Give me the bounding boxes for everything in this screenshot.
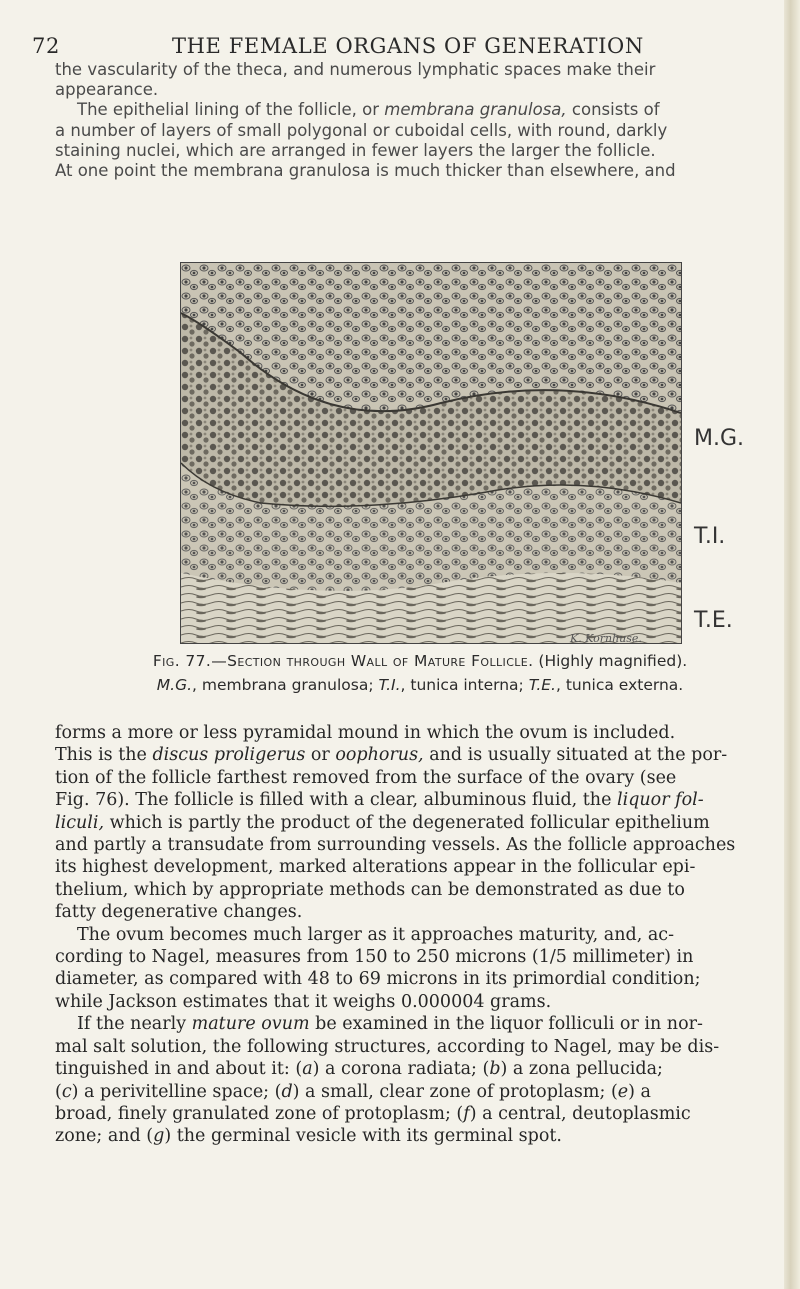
text-line: tinguished in and about it: (a) a corona radiata; (b) a zona pellucida;	[55, 1059, 663, 1080]
text-line: If the nearly mature ovum be examined in the liquor folliculi or in nor-	[77, 1014, 703, 1035]
caption-line-2: M.G., membrana granulosa; T.I., tunica interna; T.E., tunica externa.	[156, 676, 684, 694]
label-mg: M.G.	[694, 426, 745, 451]
term-liquor-folliculi: liquor fol-	[617, 790, 704, 811]
follicle-section-illustration	[181, 263, 681, 643]
caption-title: —Section through Wall of Mature Follicle.	[211, 652, 534, 670]
page-edge	[784, 0, 800, 1289]
text-line: Fig. 76). The follicle is filled with a clear, albuminous fluid, the liquor fol-	[55, 790, 704, 811]
term-discus-proligerus: discus proligerus	[152, 745, 306, 766]
text-line: At one point the membrana granulosa is much thicker than elsewhere, and	[55, 161, 676, 181]
histology-figure	[180, 262, 682, 644]
text-line: the vascularity of the theca, and numerous lymphatic spaces make their	[55, 60, 656, 79]
top-paragraph	[55, 60, 741, 181]
text-line: forms a more or less pyramidal mound in which the ovum is included.	[55, 723, 676, 743]
term-oophorus: oophorus,	[335, 745, 424, 766]
label-te: T.E.	[694, 608, 733, 633]
page-number: 72	[32, 34, 60, 58]
text-line: diameter, as compared with 48 to 69 microns in its primordial condition;	[55, 969, 701, 990]
figure-number: Fig. 77.	[152, 652, 212, 670]
text-line: staining nuclei, which are arranged in fewer layers the larger the follicle.	[55, 140, 656, 160]
figure-caption	[90, 652, 750, 694]
artist-signature: K. Kornhuse.	[570, 632, 642, 645]
chapter-title: THE FEMALE ORGANS OF GENERATION	[172, 34, 644, 58]
text-line: fatty degenerative changes.	[55, 902, 303, 923]
text-line: This is the discus proligerus or oophorus, and is usually situated at the por-	[55, 745, 728, 766]
text-line: and partly a transudate from surrounding vessels. As the follicle approaches	[55, 835, 736, 856]
text-line: The ovum becomes much larger as it approaches maturity, and, ac-	[77, 924, 674, 945]
body-paragraphs	[55, 722, 741, 1148]
caption-note: (Highly magnified).	[533, 652, 688, 670]
text-line: appearance.	[55, 80, 159, 100]
text-line: broad, finely granulated zone of protoplasm; (f) a central, deutoplasmic	[55, 1103, 691, 1124]
text-line: tion of the follicle farthest removed from the surface of the ovary (see	[55, 767, 677, 788]
text-line: (c) a perivitelline space; (d) a small, clear zone of protoplasm; (e) a	[55, 1081, 651, 1102]
text-line: a number of layers of small polygonal or cuboidal cells, with round, darkly	[55, 120, 668, 140]
text-line: cording to Nagel, measures from 150 to 250 microns (1/5 millimeter) in	[55, 947, 694, 968]
text-line: its highest development, marked alterations appear in the follicular epi-	[55, 857, 696, 878]
text-line: while Jackson estimates that it weighs 0.000004 grams.	[55, 991, 552, 1012]
text-line: thelium, which by appropriate methods can be demonstrated as due to	[55, 879, 685, 900]
text-line: liculi, which is partly the product of the degenerated follicular epithelium	[55, 812, 710, 833]
text-line: zone; and (g) the germinal vesicle with its germinal spot.	[55, 1126, 562, 1147]
term-membrana-granulosa: membrana granulosa,	[384, 100, 567, 120]
caption-line-1	[90, 652, 750, 670]
text-line: mal salt solution, the following structures, according to Nagel, may be dis-	[55, 1036, 720, 1057]
label-ti: T.I.	[694, 524, 726, 549]
term-mature-ovum: mature ovum	[191, 1014, 310, 1035]
text-line: The epithelial lining of the follicle, or membrana granulosa, consists of	[77, 100, 660, 120]
